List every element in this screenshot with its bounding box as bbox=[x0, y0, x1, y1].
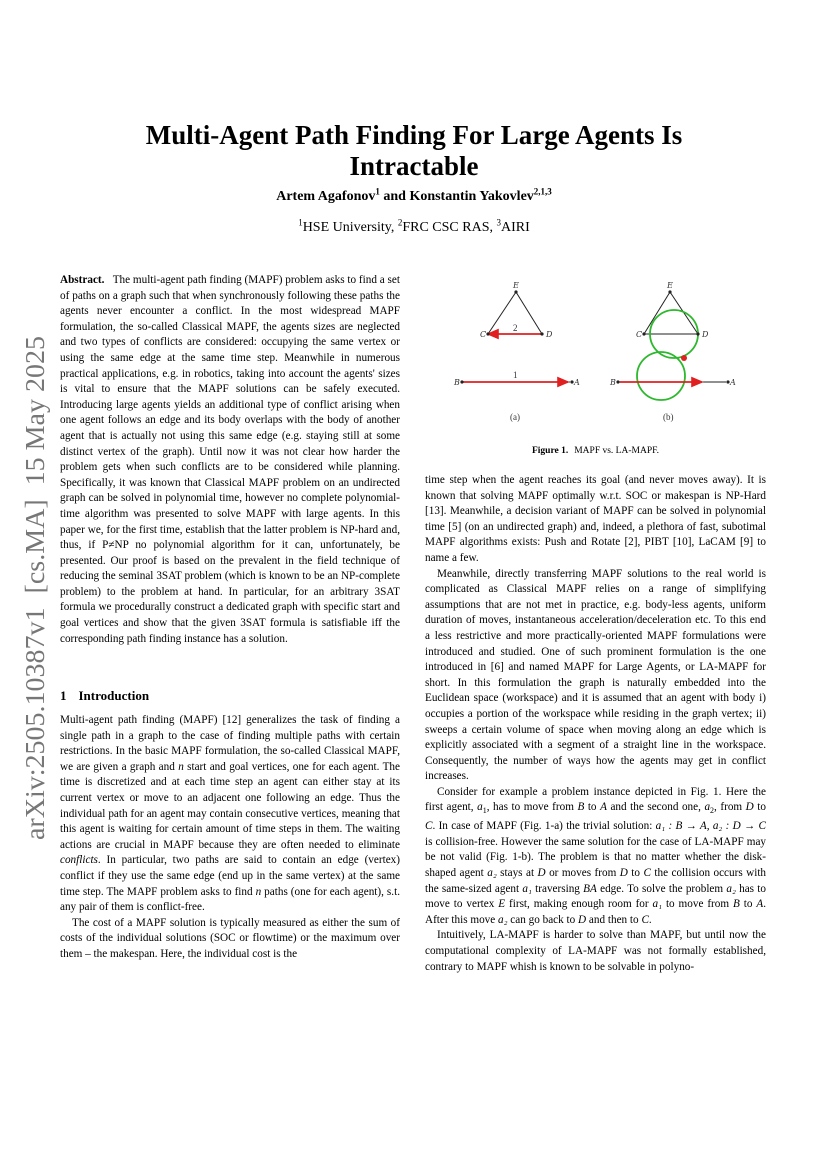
vertex-label: E bbox=[667, 281, 673, 290]
abstract-label: Abstract. bbox=[60, 274, 105, 286]
author-affiliation-mark: 2,1,3 bbox=[533, 186, 552, 197]
affiliation-mark: 3 bbox=[496, 217, 502, 228]
arxiv-id: arXiv:2505.10387v1 [cs.MA] 15 May 2025 bbox=[20, 354, 50, 840]
figure-caption bbox=[425, 446, 766, 456]
vertex-label: D bbox=[702, 330, 709, 339]
vertex-label: A bbox=[730, 378, 736, 387]
paragraph: Meanwhile, directly transferring MAPF solutions to the real world is complicated as Classical MAPF relies on a range of simplifying assumptions that are not met in practice, e.g. body-less agents, uniform duration of moves, instantaneous acceleration/deceleration etc. To this end a less restrictive and more practically-oriented MAPF formulations were introduced and studied. One of such prominent formulation is the one introduced in [6] and named MAPF for Large Agents, or LA-MAPF for short. In this formulation the graph is naturally embedded into the Euclidean space (workspace) and it is assumed that an agent with body i) occupies a portion of the workspace while residing in the graph vertex; ii) sweeps a certain volume of space when moving along an edge which is explicitly associated with a segment of a straight line in the workspace. Consequently, the number of ways how the agents may get in conflict increases. bbox=[425, 567, 766, 783]
affiliation-list bbox=[80, 217, 748, 236]
section-number: 1 bbox=[60, 688, 67, 703]
right-column-text bbox=[425, 473, 766, 975]
paragraph: Consider for example a problem instance depicted in Fig. 1. Here the first agent, $a_1$, has to move from B to A and the second one, $a_2$, from D to C. In case of MAPF (Fig. 1-a) the trivial solution: a₁ : B → A, a₂ : D → C is collision-free. However the same solution for the case of LA-MAPF may be not valid (Fig. 1-b). The problem is that no matter whether the disk-shaped agent a₂ stays at D or moves from D to C the collision occurs with the same-sized agent a₁ traversing BA edge. To solve the problem a₂ has to move to vertex E first, making enough room for a₁ to move from B to A. After this move a₂ can go back to D and then to C. bbox=[425, 785, 767, 926]
author-separator: and bbox=[379, 189, 410, 204]
affiliation-mark: 2 bbox=[397, 217, 403, 228]
vertex-label: D bbox=[546, 330, 553, 339]
agent-a1-body bbox=[637, 352, 685, 400]
introduction-text bbox=[60, 713, 400, 963]
vertex-label: C bbox=[480, 330, 487, 339]
vertex-label: E bbox=[513, 281, 519, 290]
affiliation-name: HSE University, bbox=[302, 220, 398, 235]
panel-label: (b) bbox=[663, 412, 674, 422]
vertex-label: A bbox=[574, 378, 580, 387]
affiliation-mark: 1 bbox=[298, 217, 303, 228]
paragraph: Multi-agent path finding (MAPF) [12] generalizes the task of finding a single path in a graph to the case of finding multiple paths with certain restrictions. In the basic MAPF formulation, the so-called Classical MAPF, we are given a graph and n start and goal vertices, one for each agent. The time is discretized and at each time step an agent can either stay at its current vertex or move to an adjacent one following an edge. Thus the individual path for an agent may contain consecutive vertices, meaning that this agent is waiting for certain amount of time steps in them. The waiting actions are crucial in MAPF because they are often needed to eliminate conflicts. In particular, two paths are said to contain an edge (vertex) conflict if they use the same edge (end up in the same vertex) at the same time step. The MAPF problem asks to find n paths (one for each agent), s.t. any pair of them is conflict-free. bbox=[60, 714, 400, 914]
paper-title: Multi-Agent Path Finding For Large Agents Is Intractable bbox=[145, 120, 683, 181]
affiliation-name: AIRI bbox=[501, 220, 530, 235]
paragraph: Intuitively, LA-MAPF is harder to solve than MAPF, but until now the computational complexity of LA-MAPF was not formally established, contrary to MAPF whish is known to be solvable in polyno- bbox=[425, 929, 766, 973]
paragraph: time step when the agent reaches its goal (and never moves away). It is known that solving MAPF optimally w.r.t. SOC or makespan is NP-Hard [13]. Meanwhile, a decision variant of MAPF can be solved in polynomial time [5] (on an undirected graph) and, indeed, a plethora of fast, subotimal MAPF algorithms exists: Push and Rotate [2], PIBT [10], LaCAM [9] to name a few. bbox=[425, 474, 766, 564]
section-title: Introduction bbox=[78, 688, 150, 703]
author-name: Artem Agafonov bbox=[276, 189, 376, 204]
edge-label: 1 bbox=[513, 370, 518, 380]
caption-text: MAPF vs. LA-MAPF. bbox=[574, 446, 659, 456]
author-list bbox=[80, 186, 748, 205]
vertex-label: C bbox=[636, 330, 643, 339]
arxiv-stamp bbox=[16, 332, 52, 844]
vertex-label: B bbox=[454, 378, 460, 387]
figure-panel-a bbox=[453, 281, 580, 422]
caption-label: Figure 1. bbox=[531, 446, 569, 456]
affiliation-name: FRC CSC RAS, bbox=[402, 220, 497, 235]
figure-1 bbox=[440, 278, 760, 428]
section-heading bbox=[60, 688, 161, 704]
figure-panel-b bbox=[609, 281, 736, 422]
author-name: Konstantin Yakovlev bbox=[409, 189, 534, 204]
author-affiliation-mark: 1 bbox=[375, 186, 380, 197]
collision-point bbox=[681, 355, 687, 361]
panel-label: (a) bbox=[510, 412, 520, 422]
edge-label: 2 bbox=[513, 323, 518, 333]
abstract-text: The multi-agent path finding (MAPF) problem asks to find a set of paths on a graph such that when synchronously following these paths the agents never encounter a conflict. In the most widespread MAPF formulation, the so-called Classical MAPF, the agents sizes are neglected and two types of conflicts are considered: occupying the same vertex or using the same edge at the same time step. Meanwhile in numerous practical applications, e.g. in robotics, taking into account the agents' sizes is vital to ensure that the MAPF solutions can be safely executed. Introducing large agents yields an additional type of conflict arising when one agent follows an edge and its body overlaps with the body of another agent that is actually not using this same edge (e.g. staying still at some distinct vertex of the graph). Until now it was not clear how harder the problem gets when such conflicts are to be considered while planning. Specifically, it was known that Classical MAPF problem on an undirected graph can be solved in polynomial time, however no complete polynomial-time algorithm was presented to solve MAPF with large agents. In this paper we, for the first time, establish that the latter problem is NP-hard and, thus, if P≠NP no polynomial algorithm for it can, unfortunately, be presented. Our proof is based on the prevalent in the field technique of reducing the seminal 3SAT problem (which is known to be an NP-complete problem) to the problem at hand. In particular, for an arbitrary 3SAT formula we procedurally construct a dedicated graph with specific start and goal vertices and show that the given 3SAT formula is satisfiable iff the corresponding path finding instance has a solution. bbox=[60, 274, 400, 645]
vertex-label: B bbox=[610, 378, 616, 387]
abstract bbox=[60, 273, 400, 647]
paragraph: The cost of a MAPF solution is typically measured as either the sum of costs of the individual solutions (SOC or flowtime) or the maximum over them – the makespan. Here, the individual cost is the bbox=[60, 916, 400, 960]
